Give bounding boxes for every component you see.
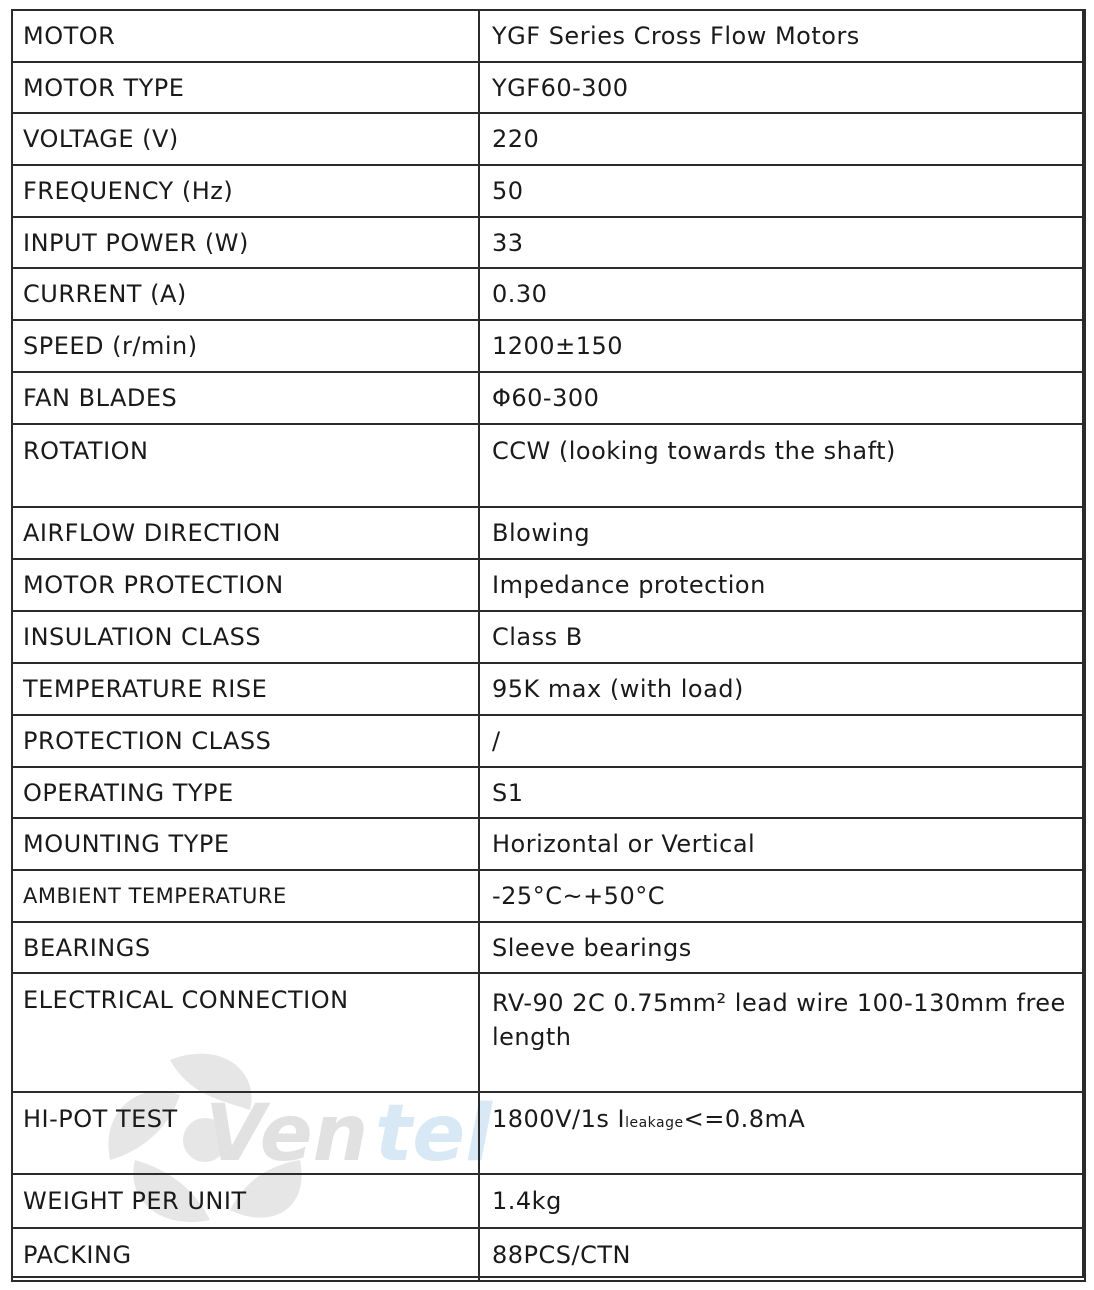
spec-value: 1.4kg: [479, 1174, 1085, 1228]
hipot-main: 1800V/1s I: [492, 1105, 626, 1133]
spec-label: MOTOR: [12, 10, 479, 62]
hipot-subscript: leakage: [625, 1115, 684, 1131]
spec-label: MOTOR PROTECTION: [12, 559, 479, 611]
watermark-text: Ven: [205, 1089, 369, 1179]
spec-value: 33: [479, 217, 1085, 268]
spec-value: YGF60-300: [479, 62, 1085, 113]
spec-value: Class B: [479, 611, 1085, 663]
table-row: [12, 611, 1085, 663]
spec-label: SPEED (r/min): [12, 320, 479, 372]
spec-value: 50: [479, 165, 1085, 217]
spec-label: AIRFLOW DIRECTION: [12, 507, 479, 559]
spec-value: RV-90 2C 0.75mm² lead wire 100-130mm free length: [479, 973, 1085, 1092]
spec-label: INPUT POWER (W): [12, 217, 479, 268]
table-row: [12, 372, 1085, 424]
table-row: [12, 973, 1085, 1092]
table-row: [12, 1092, 1085, 1174]
spec-label: FREQUENCY (Hz): [12, 165, 479, 217]
spec-label: HI-POT TEST: [12, 1092, 479, 1174]
spec-label: WEIGHT PER UNIT: [12, 1174, 479, 1228]
spec-value: S1: [479, 767, 1085, 818]
hipot-tail: <=0.8mA: [683, 1105, 806, 1133]
spec-label: PACKING: [12, 1228, 479, 1281]
spec-label: FAN BLADES: [12, 372, 479, 424]
spec-value: CCW (looking towards the shaft): [479, 424, 1085, 507]
spec-value: Impedance protection: [479, 559, 1085, 611]
table-row: [12, 507, 1085, 559]
table-row: [12, 559, 1085, 611]
spec-label: MOUNTING TYPE: [12, 818, 479, 870]
spec-label: PROTECTION CLASS: [12, 715, 479, 767]
motor-spec-table: [11, 9, 1086, 1282]
table-row: [12, 320, 1085, 372]
spec-label: ROTATION: [12, 424, 479, 507]
spec-value: 220: [479, 113, 1085, 165]
spec-value: Sleeve bearings: [479, 922, 1085, 973]
spec-label: BEARINGS: [12, 922, 479, 973]
table-row: [12, 424, 1085, 507]
table-row: [12, 62, 1085, 113]
spec-label: MOTOR TYPE: [12, 62, 479, 113]
watermark-text-blue: tel: [375, 1089, 492, 1179]
spec-value: Horizontal or Vertical: [479, 818, 1085, 870]
table-row: [12, 922, 1085, 973]
spec-label: AMBIENT TEMPERATURE: [12, 870, 479, 922]
spec-value-hipot: [479, 1092, 1085, 1174]
spec-value: 88PCS/CTN: [479, 1228, 1085, 1281]
table-row: [12, 113, 1085, 165]
table-row: [12, 870, 1085, 922]
table-row: [12, 217, 1085, 268]
table-row: [12, 663, 1085, 715]
spec-value: YGF Series Cross Flow Motors: [479, 10, 1085, 62]
table-row: [12, 715, 1085, 767]
table-row: [12, 165, 1085, 217]
spec-value: 1200±150: [479, 320, 1085, 372]
spec-label: VOLTAGE (V): [12, 113, 479, 165]
table-row: [12, 10, 1085, 62]
spec-value: Φ60-300: [479, 372, 1085, 424]
spec-value: 95K max (with load): [479, 663, 1085, 715]
spec-label: CURRENT (A): [12, 268, 479, 320]
spec-value: -25°C~+50°C: [479, 870, 1085, 922]
table-row: [12, 268, 1085, 320]
spec-label: ELECTRICAL CONNECTION: [12, 973, 479, 1092]
table-row: [12, 1174, 1085, 1228]
table-row: [12, 1228, 1085, 1281]
spec-value: /: [479, 715, 1085, 767]
spec-label: INSULATION CLASS: [12, 611, 479, 663]
table-row: [12, 818, 1085, 870]
table-row: [12, 767, 1085, 818]
spec-label: TEMPERATURE RISE: [12, 663, 479, 715]
spec-label: OPERATING TYPE: [12, 767, 479, 818]
spec-value: 0.30: [479, 268, 1085, 320]
spec-value: Blowing: [479, 507, 1085, 559]
